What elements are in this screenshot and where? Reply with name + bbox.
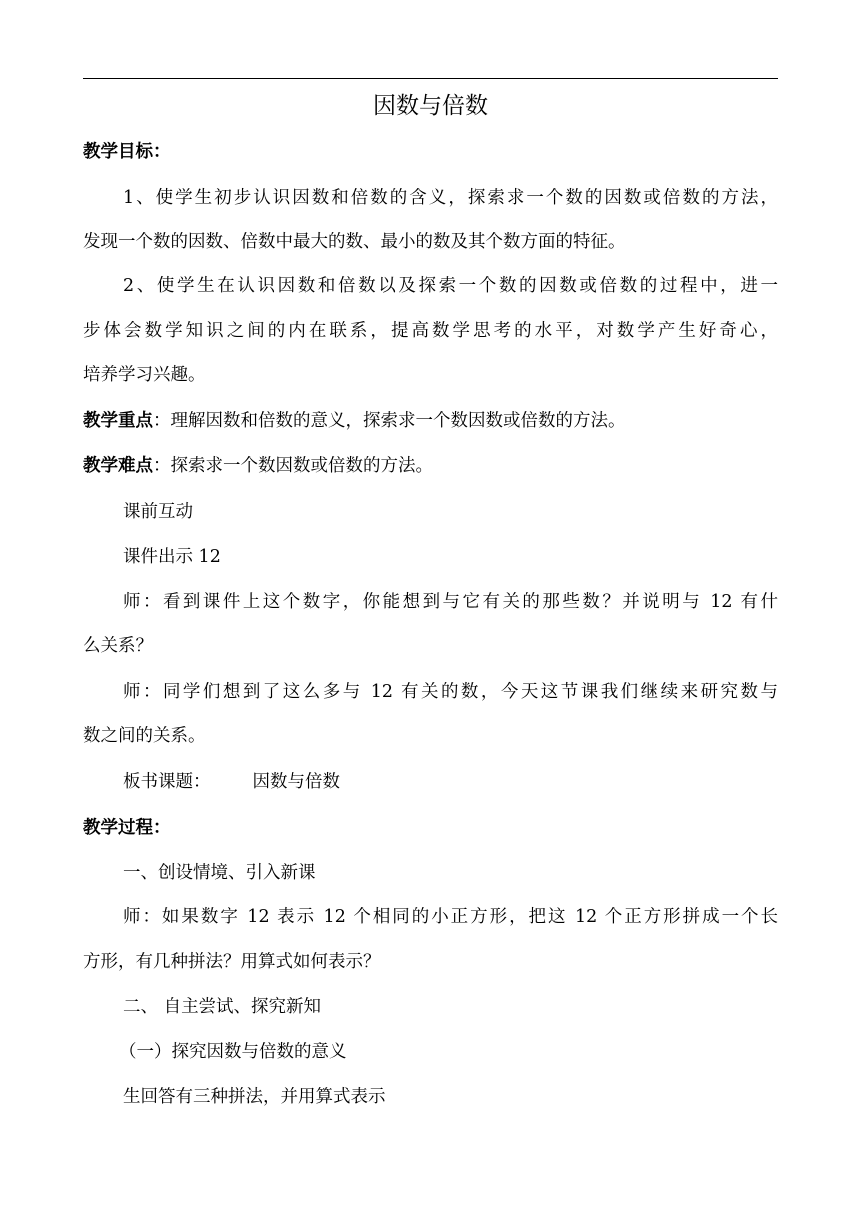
courseware-line: 课件出示 12 xyxy=(123,547,221,567)
difficulty-point xyxy=(83,453,778,479)
sub1-heading: （一）探究因数与倍数的意义 xyxy=(119,1042,347,1062)
step2-heading: 二、 自主尝试、探究新知 xyxy=(123,997,322,1017)
key-point-text: ：理解因数和倍数的意义，探索求一个数因数或倍数的方法。 xyxy=(153,411,626,431)
teacher1-line1: 师：看到课件上这个数字，你能想到与它有关的那些数？并说明与 12 有什 xyxy=(123,592,778,612)
process-heading: 教学过程： xyxy=(83,818,171,838)
difficulty-text: ：探索求一个数因数或倍数的方法。 xyxy=(153,456,433,476)
teacher3-line1: 师：如果数字 12 表示 12 个相同的小正方形，把这 12 个正方形拼成一个长 xyxy=(123,907,778,927)
step1-heading: 一、创设情境、引入新课 xyxy=(123,863,316,883)
teacher2-line2: 数之间的关系。 xyxy=(83,726,206,746)
header-rule xyxy=(83,78,778,79)
goals-heading: 教学目标： xyxy=(83,142,171,162)
goal2-line3: 培养学习兴趣。 xyxy=(83,365,206,385)
board-title-line xyxy=(123,769,778,795)
teacher1-line2: 么关系？ xyxy=(83,636,153,656)
goal2-line2: 步体会数学知识之间的内在联系，提高数学思考的水平，对数学产生好奇心， xyxy=(83,321,778,341)
page-title: 因数与倍数 xyxy=(373,93,488,119)
pre-interaction: 课前互动 xyxy=(123,502,193,522)
document-page xyxy=(83,0,778,1216)
teacher3-line2: 方形，有几种拼法？用算式如何表示？ xyxy=(83,952,381,972)
key-point xyxy=(83,408,778,434)
teacher2-line1: 师：同学们想到了这么多与 12 有关的数，今天这节课我们继续来研究数与 xyxy=(123,682,778,702)
board-title: 因数与倍数 xyxy=(252,772,340,792)
board-label: 板书课题： xyxy=(123,772,211,792)
goal1-line2: 发现一个数的因数、倍数中最大的数、最小的数及其个数方面的特征。 xyxy=(83,232,626,252)
student-answer: 生回答有三种拼法，并用算式表示 xyxy=(123,1087,386,1107)
difficulty-label: 教学难点 xyxy=(83,456,153,476)
goal2-line1: 2、使学生在认识因数和倍数以及探索一个数的因数或倍数的过程中，进一 xyxy=(123,276,778,296)
key-point-label: 教学重点 xyxy=(83,411,153,431)
goal1-line1: 1、使学生初步认识因数和倍数的含义，探索求一个数的因数或倍数的方法， xyxy=(123,188,778,208)
